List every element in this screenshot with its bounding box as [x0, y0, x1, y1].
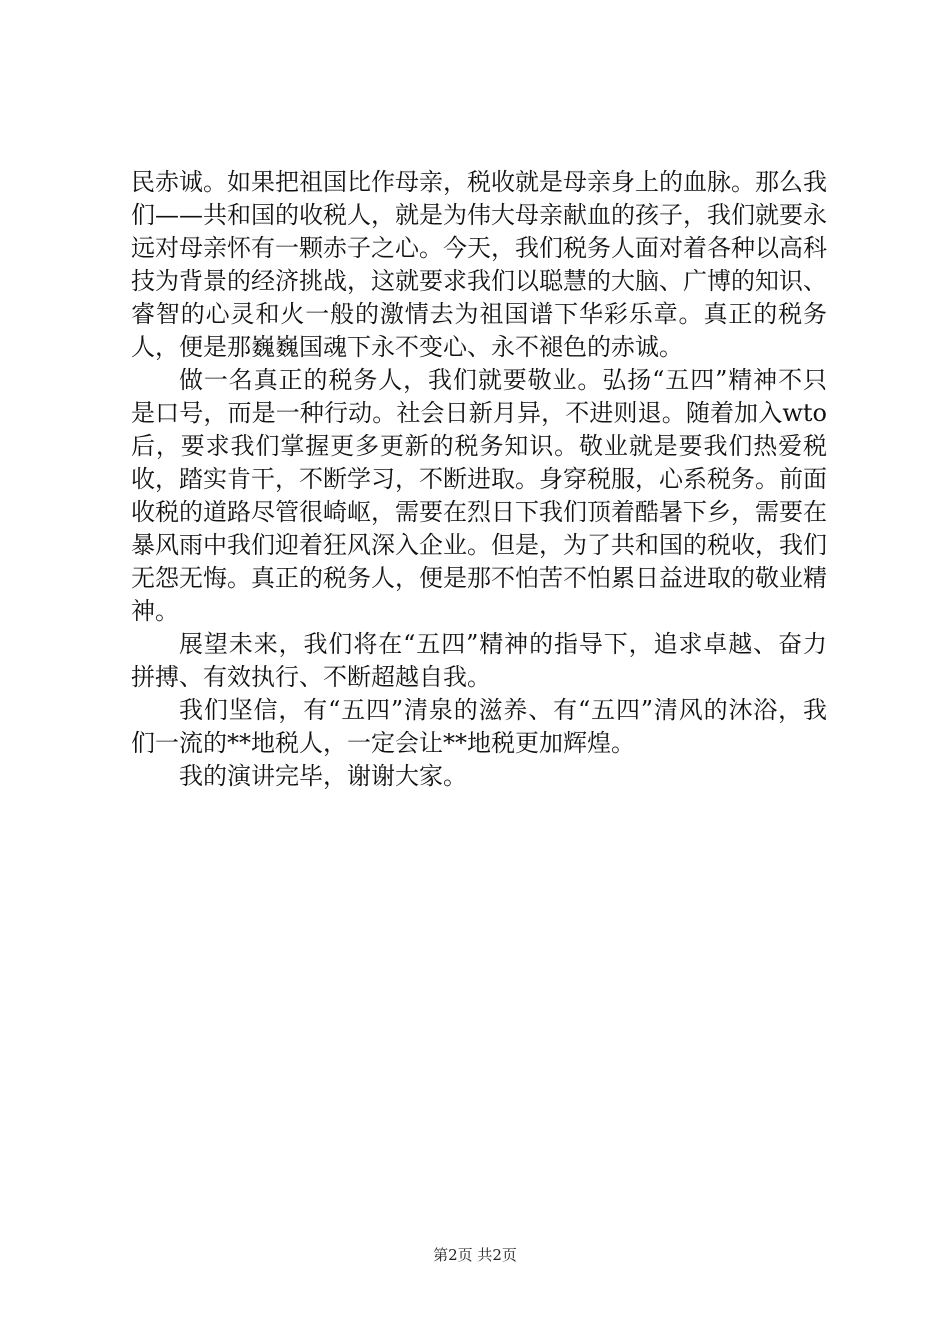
paragraph-1: 民赤诚。如果把祖国比作母亲，税收就是母亲身上的血脉。那么我们——共和国的收税人，就是为伟大母亲献血的孩子，我们就要永远对母亲怀有一颗赤子之心。今天，我们税务人面对着各种以高科技为背景的经济挑战，这就要求我们以聪慧的大脑、广博的知识、睿智的心灵和火一般的激情去为祖国谱下华彩乐章。真正的税务人，便是那巍巍国魂下永不变心、永不褪色的赤诚。 — [131, 168, 827, 361]
page-footer — [0, 1244, 950, 1265]
paragraph-4: 我们坚信，有“五四”清泉的滋养、有“五四”清风的沐浴，我们一流的**地税人，一定会让**地税更加辉煌。 — [131, 696, 827, 757]
paragraph-3: 展望未来，我们将在“五四”精神的指导下，追求卓越、奋力拼搏、有效执行、不断超越自我。 — [131, 630, 827, 691]
page-number-label: 第2页 共2页 — [433, 1246, 517, 1264]
paragraph-5: 我的演讲完毕，谢谢大家。 — [179, 762, 467, 790]
paragraph-2: 做一名真正的税务人，我们就要敬业。弘扬“五四”精神不只是口号，而是一种行动。社会日新月异，不进则退。随着加入wto后，要求我们掌握更多更新的税务知识。敬业就是要我们热爱税收，踏实肯干，不断学习，不断进取。身穿税服，心系税务。前面收税的道路尽管很崎岖，需要在烈日下我们顶着酷暑下乡，需要在暴风雨中我们迎着狂风深入企业。但是，为了共和国的税收，我们无怨无悔。真正的税务人，便是那不怕苦不怕累日益进取的敬业精神。 — [131, 366, 827, 625]
document-body — [131, 166, 827, 793]
